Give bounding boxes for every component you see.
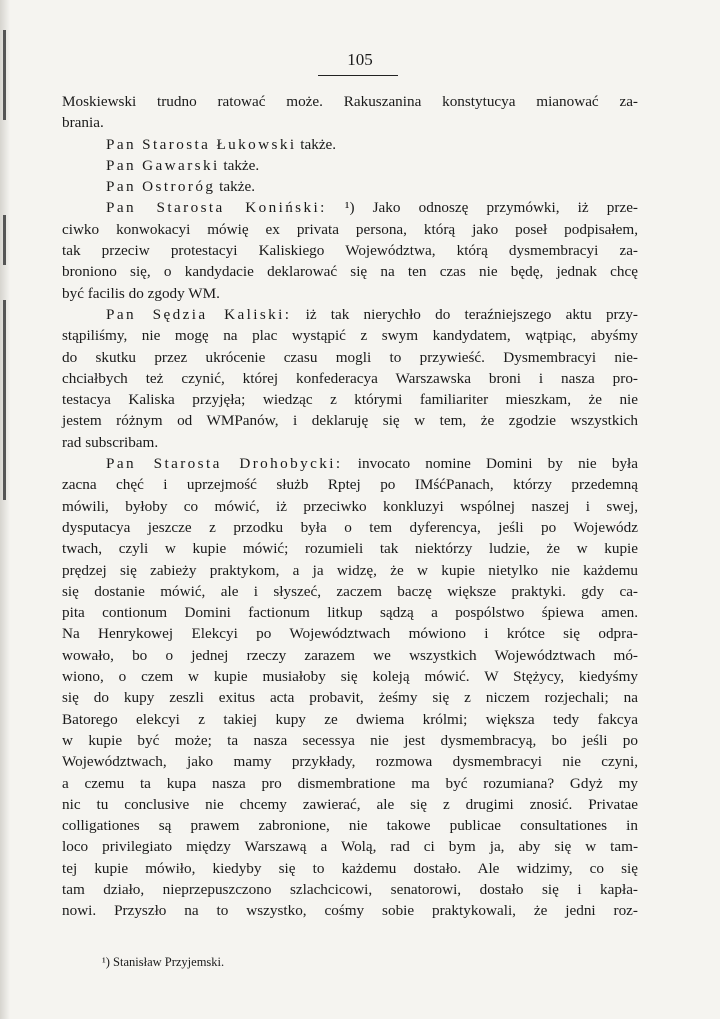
line-text: brania. <box>62 114 104 132</box>
line-text: colligationes są prawem zabronione, nie takowe publicae consultationes in <box>62 817 638 835</box>
speaker-name: Pan Sędzia Kaliski: <box>106 305 292 323</box>
line-text: invocato nomine Domini by nie była <box>342 455 638 473</box>
text-line <box>62 666 638 687</box>
speaker-line <box>62 304 638 325</box>
text-line <box>62 432 638 453</box>
footnote: ¹) Stanisław Przyjemski. <box>102 955 225 969</box>
text-line <box>62 730 638 751</box>
text-line <box>62 879 638 900</box>
line-text: ¹) Jako odnoszę przymówki, iż prze- <box>326 199 638 217</box>
text-line <box>62 261 638 282</box>
speaker-line <box>62 197 638 218</box>
text-line <box>62 858 638 879</box>
line-text: rad subscribam. <box>62 433 159 451</box>
speaker-line <box>62 176 638 197</box>
text-line <box>62 900 638 921</box>
line-text: stąpiliśmy, nie mogę na plac wystąpić z swym kandydatem, wątpiąc, abyśmy <box>62 327 638 345</box>
line-text: twach, czyli w kupie mówić; rozumieli tak niektórzy ludzie, że w kupie <box>62 540 638 558</box>
line-text: prędzej się zabieży praktykom, a ja widzę, że w kupie nietylko nie każdemu <box>62 561 638 579</box>
body-text <box>62 91 638 922</box>
text-line <box>62 560 638 581</box>
text-line <box>62 219 638 240</box>
text-line <box>62 581 638 602</box>
speaker-name: Pan Starosta Łukowski <box>106 135 297 153</box>
page-number: 105 <box>347 50 373 69</box>
page-number-rule <box>318 75 398 76</box>
text-line <box>62 836 638 857</box>
text-line <box>62 112 638 133</box>
text-line <box>62 517 638 538</box>
line-text: się dostanie mówić, ale i słyszeć, zaczem baczę większe praktyki. gdy ca- <box>62 582 638 600</box>
text-line <box>62 283 638 304</box>
line-text: Województwach, jako mamy przykłady, rozmowa dysmembracyi nie czyni, <box>62 753 638 771</box>
speaker-name: Pan Gawarski <box>106 156 220 174</box>
binding-mark <box>3 30 6 120</box>
text-line <box>62 794 638 815</box>
text-line <box>62 645 638 666</box>
speaker-name: Pan Starosta Koniński: <box>106 199 327 217</box>
line-text: iż tak nierychło do teraźniejszego aktu przy- <box>291 305 638 323</box>
line-text: się do kupy zeszli exitus acta probavit, żeśmy się z niczem rozjechali; na <box>62 689 638 707</box>
line-text: ciwko konwokacyi mówię ex privata persona, którą jako poseł podpisałem, <box>62 220 638 238</box>
text-line <box>62 240 638 261</box>
line-text: tej kupie mówiło, kiedyby się to każdemu dostało. Ale widzimy, co się <box>62 859 638 877</box>
line-text: chciałbych też czynić, której konfederacya Warszawska broni i nasza pro- <box>62 369 638 387</box>
line-text: Batorego elekcyi z takiej kupy ze dwiema królmi; większa tedy fakcya <box>62 710 638 728</box>
line-text: w kupie być może; ta nasza secessya nie jest dysmembracyą, bo jeśli po <box>62 731 638 749</box>
line-text: wiono, o czem w kupie musiałoby się koleją mówić. W Stężycy, kiedyśmy <box>62 668 638 686</box>
line-text: testacya Kaliska przyjęła; wiedząc z którymi familiariter mieszkam, że nie <box>62 391 638 409</box>
text-line <box>62 773 638 794</box>
speaker-line <box>62 134 638 155</box>
line-text: Na Henrykowej Elekcyi po Województwach mówiono i krótce się odpra- <box>62 625 638 643</box>
line-text: loco privilegiato między Warszawą a Wolą, rad ci bym ja, aby się w tam- <box>62 838 638 856</box>
line-text: pita contionum Domini factionum litkup sądzą a pospólstwo śpiewa amen. <box>62 604 638 622</box>
line-text: do skutku przez ukrócenie czasu mogli to przywieść. Dysmembracyi nie- <box>62 348 638 366</box>
line-text: także. <box>296 135 337 153</box>
text-line <box>62 474 638 495</box>
speaker-name: Pan Starosta Drohobycki: <box>106 455 343 473</box>
text-line <box>62 709 638 730</box>
text-line <box>62 389 638 410</box>
page-edge <box>0 0 10 1019</box>
line-text: dysputacya jeszcze z przodku była o tem dyferencya, jeśli po Wojewódz <box>62 518 638 536</box>
text-line <box>62 347 638 368</box>
binding-mark <box>3 300 6 500</box>
text-line <box>62 602 638 623</box>
line-text: jestem różnym od WMPanów, i deklaruję się w tem, że zgodzie wszystkich <box>62 412 638 430</box>
binding-mark <box>3 215 6 265</box>
speaker-line <box>62 155 638 176</box>
line-text: tak przeciw protestacyi Kaliskiego Województwa, którą dysmembracyi za- <box>62 242 638 260</box>
line-text: broniono się, o kandydacie deklarować się na ten czas nie będę, jednak chcę <box>62 263 638 281</box>
line-text: wowało, bo o jednej rzeczy zarazem we wszystkich Województwach mó- <box>62 646 638 664</box>
text-line <box>62 538 638 559</box>
text-line <box>62 91 638 112</box>
speaker-name: Pan Ostroróg <box>106 178 216 196</box>
text-line <box>62 325 638 346</box>
line-text: zacna chęć i uprzejmość służb Rptej po IMśćPanach, którzy przedemną <box>62 476 638 494</box>
line-text: Moskiewski trudno ratować może. Rakuszanina konstytucya mianować za- <box>62 93 638 110</box>
line-text: być facilis do zgody WM. <box>62 284 220 302</box>
text-line <box>62 687 638 708</box>
line-text: także. <box>219 156 260 174</box>
speaker-line <box>62 453 638 474</box>
line-text: mówili, byłoby co mówić, iż przeciwko konkluzyi wspólnej naszej i swej, <box>62 497 638 515</box>
text-line <box>62 815 638 836</box>
line-text: także. <box>215 178 256 196</box>
text-line <box>62 410 638 431</box>
line-text: tam działo, nieprzepuszczono szlachcicowi, senatorowi, dostało się i kapła- <box>62 880 638 898</box>
text-line <box>62 751 638 772</box>
text-line <box>62 368 638 389</box>
line-text: nic tu conclusive nie chcemy zawierać, ale się z drugimi znosić. Privatae <box>62 795 638 813</box>
line-text: nowi. Przyszło na to wszystko, cośmy sobie praktykowali, że jedni roz- <box>62 902 638 920</box>
text-line <box>62 496 638 517</box>
text-line <box>62 623 638 644</box>
line-text: a czemu ta kupa nasza pro dismembratione ma być rozumiana? Gdyż my <box>62 774 638 792</box>
